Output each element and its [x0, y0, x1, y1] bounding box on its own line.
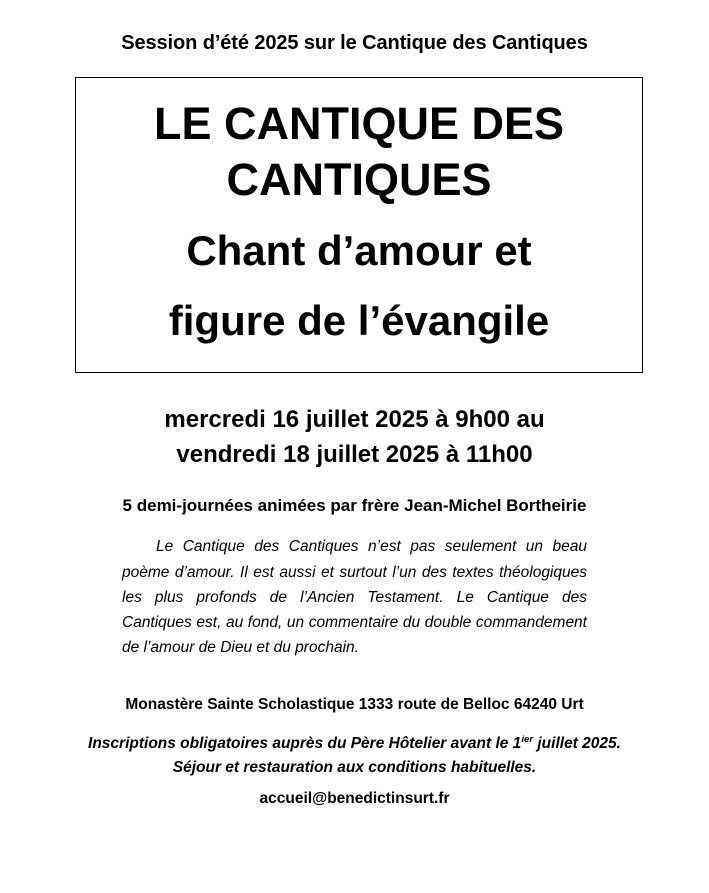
registration-note	[40, 732, 669, 756]
registration-note-suffix: juillet 2025.	[533, 735, 621, 753]
event-date-end: vendredi 18 juillet 2025 à 11h00	[176, 440, 533, 468]
title-box	[75, 77, 643, 373]
event-dates	[40, 403, 669, 473]
footer-block	[40, 696, 669, 808]
speaker-line: 5 demi-journées animées par frère Jean-Michel Bortheirie	[122, 496, 587, 516]
poster-subtitle-line-1: Chant d’amour et	[186, 226, 532, 274]
poster-page	[0, 32, 709, 893]
poster-title-line-2: CANTIQUES	[226, 154, 492, 206]
poster-subtitle-line-2: figure de l’évangile	[168, 297, 550, 345]
stay-note: Séjour et restauration aux conditions habituelles.	[172, 759, 537, 777]
venue-address: Monastère Sainte Scholastique 1333 route de Belloc 64240 Urt	[125, 696, 584, 714]
contact-email[interactable]: accueil@benedictinsurt.fr	[259, 790, 450, 808]
poster-title-line-1: LE CANTIQUE DES	[153, 98, 565, 149]
registration-note-ordinal: ier	[521, 733, 534, 745]
session-header: Session d’été 2025 sur le Cantique des Cantiques	[121, 32, 588, 54]
description-paragraph: Le Cantique des Cantiques n’est pas seulement un beau poème d’amour. Il est aussi et surtout l’un des textes théologiques les plus profonds de l’Ancien Testament. Le Cantique des Cantiques est, au fond, un commentaire du double commandement de l’amour de Dieu et du prochain.	[122, 538, 587, 656]
registration-note-prefix: Inscriptions obligatoires auprès du Père Hôtelier avant le 1	[88, 735, 522, 753]
event-date-start: mercredi 16 juillet 2025 à 9h00 au	[164, 405, 545, 433]
